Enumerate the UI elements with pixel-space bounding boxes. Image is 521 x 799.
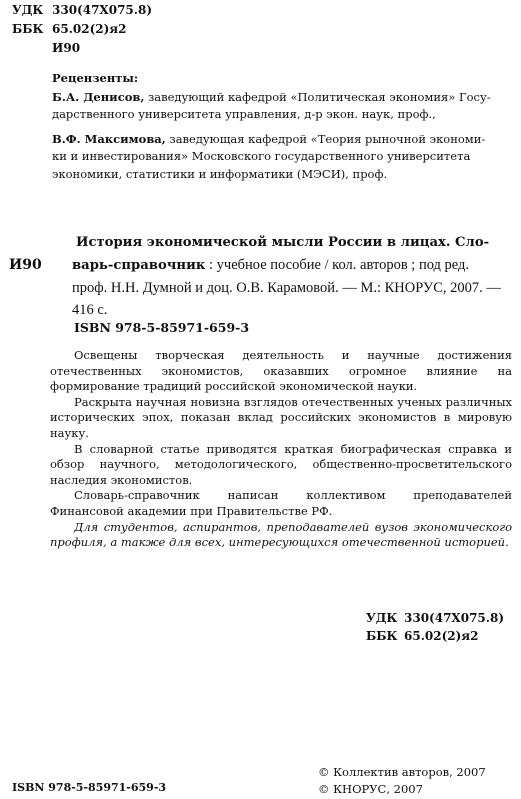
annotation-p5: Для студентов, аспирантов, преподавателей вузов экономического профиля, а также для всех, интересующихся отечественной историей. <box>50 519 512 550</box>
copyright-publisher: © КНОРУС, 2007 <box>318 782 423 796</box>
reviewer-2 <box>52 131 491 184</box>
footer-copyrights <box>318 764 486 798</box>
reviewer-2-name: В.Ф. Максимова, <box>52 131 166 146</box>
top-udk-value: 330(47Х075.8) <box>52 3 152 17</box>
top-classification-codes <box>12 1 152 58</box>
annotation-p2: Раскрыта научная новизна взглядов отечественных ученых различных исторических эпох, показан вклад российских экономистов в мировую науку. <box>50 394 512 440</box>
catalog-title-line2-bold: варь-справочник <box>72 258 206 273</box>
top-udk-row <box>12 1 152 20</box>
bottom-bbk-value: 65.02(2)я2 <box>404 629 479 643</box>
reviewer-1-line1: заведующий кафедрой «Политическая экономия» Госу- <box>144 89 491 104</box>
top-bbk-value: 65.02(2)я2 <box>52 22 127 36</box>
annotation-p4: Словарь-справочник написан коллективом преподавателей Финансовой академии при Правительстве РФ. <box>50 488 512 518</box>
copyright-authors: © Коллектив авторов, 2007 <box>318 765 486 779</box>
reviewers-heading: Рецензенты: <box>52 71 139 85</box>
reviewers-block <box>52 70 491 183</box>
bottom-bbk-label: ББК <box>366 629 398 643</box>
reviewer-2-line1: заведующая кафедрой «Теория рыночной экономи- <box>165 131 486 146</box>
bottom-udk-row <box>366 609 504 627</box>
reviewer-1 <box>52 89 491 124</box>
bottom-udk-value: 330(47Х075.8) <box>404 611 504 625</box>
footer-isbn: ISBN 978-5-85971-659-3 <box>12 781 167 794</box>
top-author-sign-row <box>12 39 152 58</box>
reviewer-2-line3: экономики, статистики и информатики (МЭСИ), проф. <box>52 166 388 181</box>
bottom-udk-label: УДК <box>366 611 398 625</box>
reviewer-2-line2: ки и инвестирования» Московского государственного университета <box>52 149 471 163</box>
annotation-p3: В словарной статье приводятся краткая биографическая справка и обзор научного, методологического, общественно-просветительского наследия экономистов. <box>50 441 512 487</box>
catalog-entry <box>72 232 501 321</box>
annotation-p1: Освещены творческая деятельность и научные достижения отечественных экономистов, оказавших огромное влияние на формирование традиций российской экономической науки. <box>50 348 512 394</box>
annotation-block <box>50 348 512 551</box>
catalog-title-line1: История экономической мысли России в лицах. Сло- <box>76 235 490 250</box>
top-bbk-row <box>12 20 152 39</box>
top-author-sign: И90 <box>52 41 81 55</box>
catalog-editors-line: проф. Н.Н. Думной и доц. О.В. Карамовой. — М.: КНОРУС, 2007. — <box>72 280 501 296</box>
catalog-pages: 416 с. <box>72 302 108 318</box>
bottom-classification-codes <box>366 609 504 645</box>
reviewer-1-name: Б.А. Денисов, <box>52 89 145 104</box>
top-udk-label: УДК <box>12 3 44 17</box>
top-bbk-label: ББК <box>12 22 44 36</box>
reviewer-1-line2: дарственного университета управления, д-р экон. наук, проф., <box>52 107 436 121</box>
bottom-bbk-row <box>366 627 504 645</box>
catalog-isbn: ISBN 978-5-85971-659-3 <box>74 320 250 335</box>
catalog-title-line2-rest: : учебное пособие / кол. авторов ; под ред. <box>205 257 470 273</box>
catalog-author-sign: И90 <box>9 257 42 273</box>
